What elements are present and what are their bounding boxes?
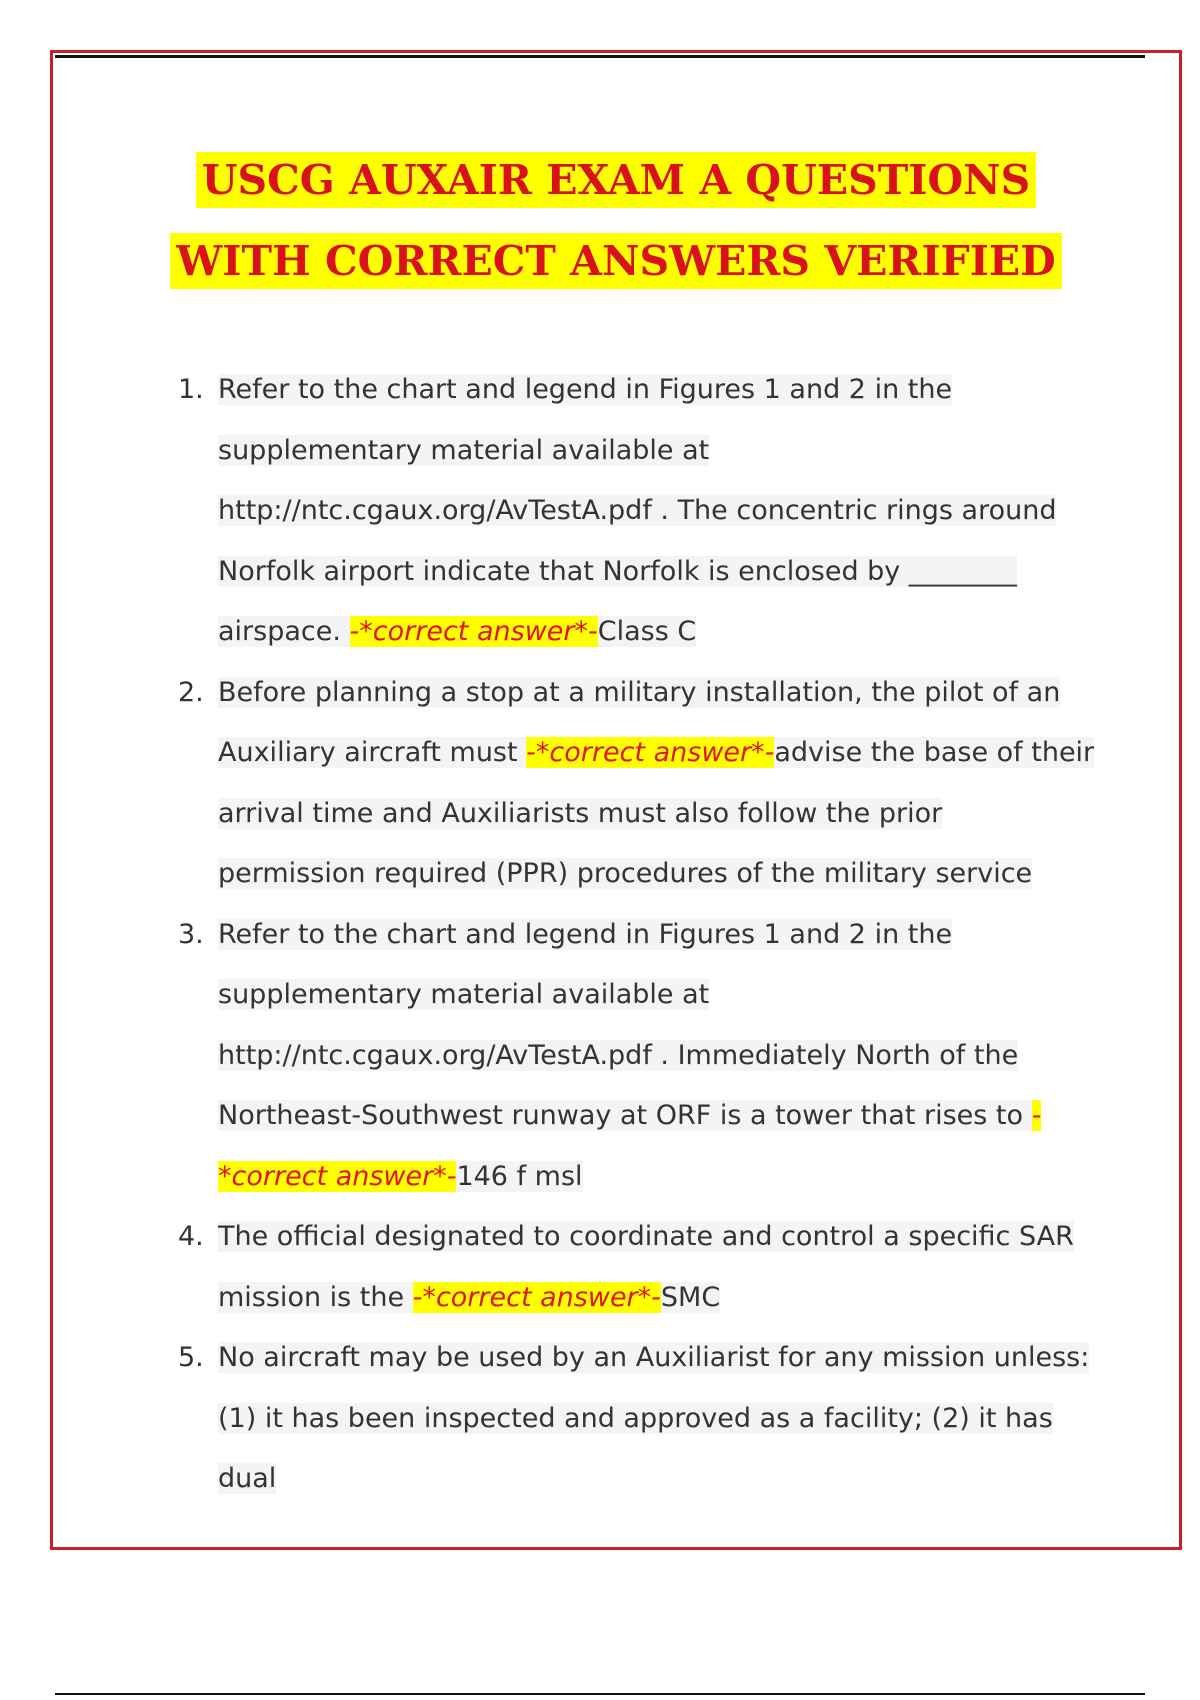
question-body bbox=[218, 1328, 1098, 1510]
question-text: The official designated to coordinate and control a specific SAR mission is the bbox=[218, 1221, 1074, 1313]
page-title bbox=[0, 140, 1200, 302]
question-number: 4. bbox=[178, 1221, 204, 1252]
correct-answer-label: -*correct answer*- bbox=[526, 737, 775, 768]
question-body bbox=[218, 360, 1098, 663]
answer-text: SMC bbox=[660, 1281, 721, 1313]
question-number: 1. bbox=[178, 374, 204, 405]
question-body bbox=[218, 663, 1098, 905]
question-text: Refer to the chart and legend in Figures 1 and 2 in the supplementary material available at http://ntc.cgaux.org/AvTestA.pdf . Immediately North of the Northeast-Southwest runway at ORF is a tower that rises to bbox=[218, 918, 1032, 1131]
question-item bbox=[178, 663, 1098, 905]
question-item bbox=[178, 1207, 1098, 1328]
answer-text: 146 f msl bbox=[456, 1160, 583, 1192]
question-item bbox=[178, 360, 1098, 663]
correct-answer-label: -*correct answer*- bbox=[349, 616, 598, 647]
correct-answer-label: -*correct answer*- bbox=[412, 1281, 661, 1313]
answer-text: advise the base of their arrival time and Auxiliarists must also follow the prior permission required (PPR) procedures of the military service bbox=[218, 737, 1095, 889]
question-body bbox=[218, 905, 1098, 1208]
bottom-rule bbox=[55, 1693, 1145, 1695]
title-line-2: WITH CORRECT ANSWERS VERIFIED bbox=[170, 233, 1061, 289]
question-text: Before planning a stop at a military installation, the pilot of an Auxiliary aircraft must bbox=[218, 676, 1061, 768]
answer-text: Class C bbox=[597, 616, 697, 647]
question-number: 5. bbox=[178, 1342, 204, 1373]
question-text: Refer to the chart and legend in Figures 1 and 2 in the supplementary material available at http://ntc.cgaux.org/AvTestA.pdf . The concentric rings around Norfolk airport indicate that Norfolk is enclosed by ________ airspace. bbox=[218, 374, 1057, 647]
question-item bbox=[178, 905, 1098, 1208]
question-text: No aircraft may be used by an Auxiliarist for any mission unless: (1) it has been inspected and approved as a facility; (2) it has dual bbox=[218, 1342, 1090, 1494]
question-list bbox=[178, 360, 1098, 1510]
correct-answer-label: -*correct answer*- bbox=[218, 1100, 1042, 1192]
question-number: 3. bbox=[178, 918, 204, 950]
question-body bbox=[218, 1207, 1098, 1328]
title-line-1: USCG AUXAIR EXAM A QUESTIONS bbox=[196, 152, 1037, 208]
question-item bbox=[178, 1328, 1098, 1510]
question-number: 2. bbox=[178, 676, 204, 708]
